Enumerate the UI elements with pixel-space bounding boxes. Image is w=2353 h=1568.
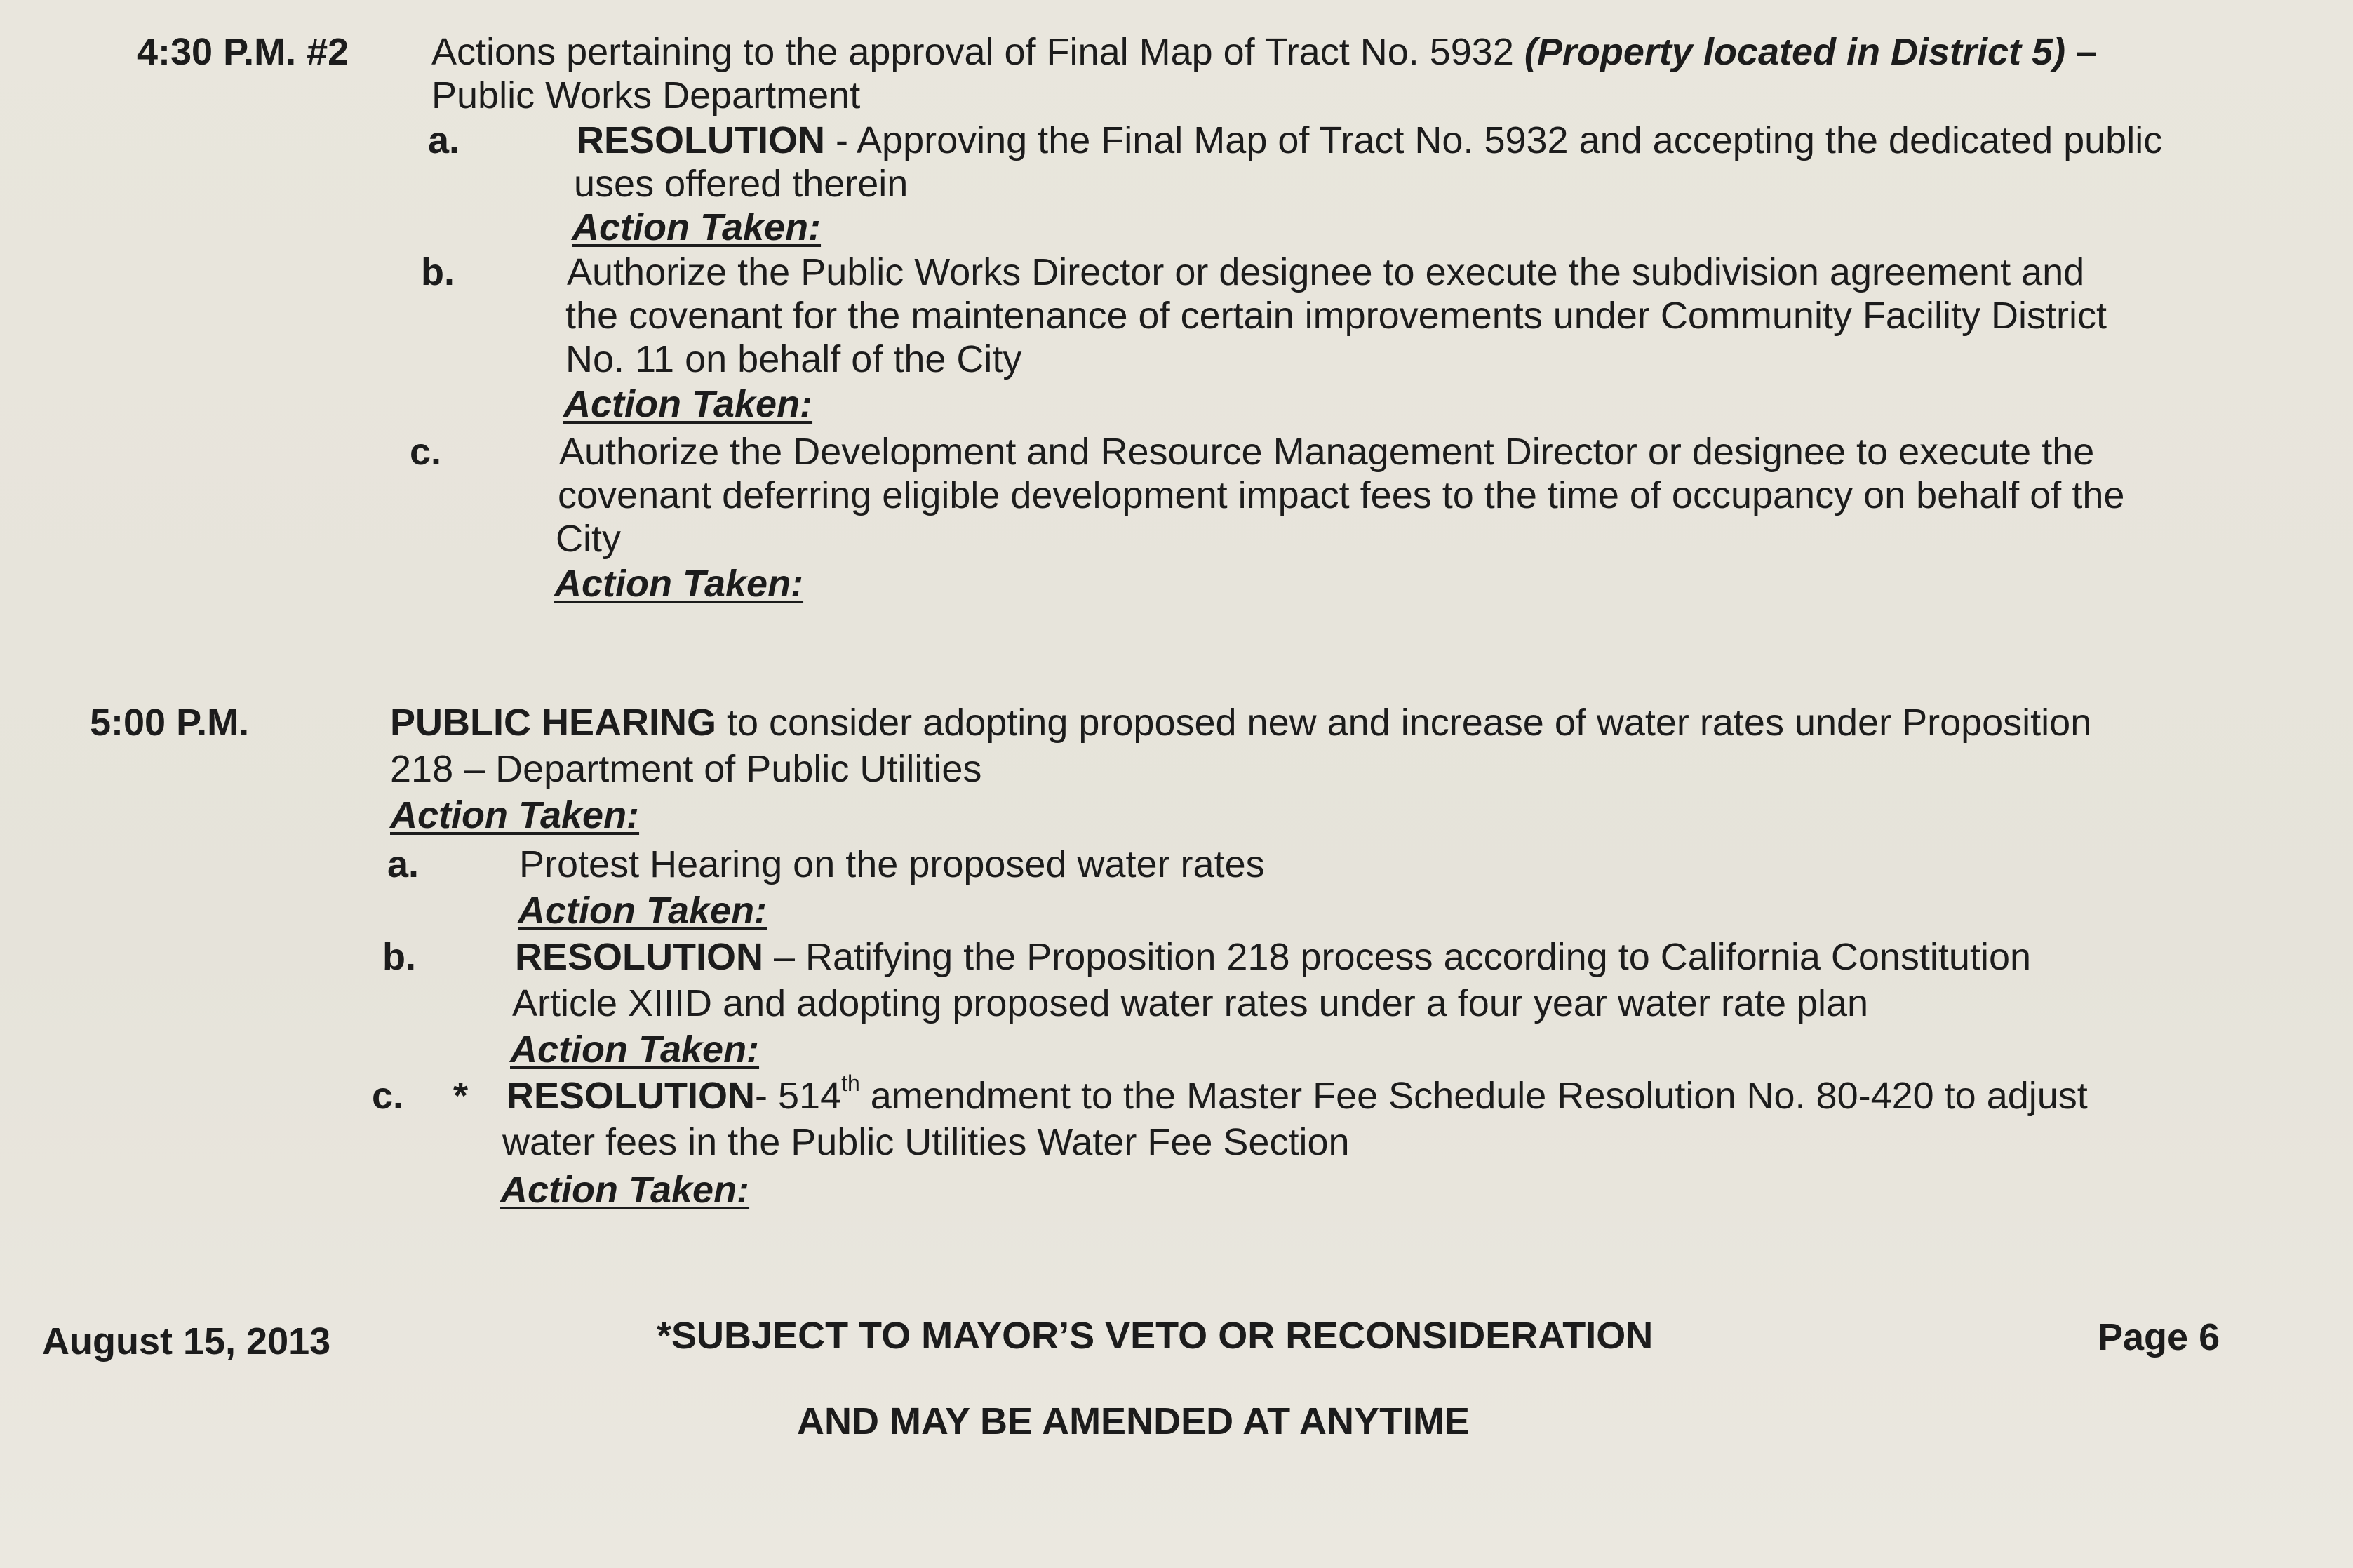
item1-a-line2: uses offered therein — [574, 163, 909, 205]
footer-notice-line2: AND MAY BE AMENDED AT ANYTIME — [797, 1400, 1470, 1442]
item2-title — [390, 700, 2091, 745]
item1-a-keyword: RESOLUTION — [577, 119, 826, 161]
item1-c-line3: City — [556, 518, 621, 560]
item1-time: 4:30 P.M. #2 — [137, 31, 349, 73]
item2-b-keyword: RESOLUTION — [515, 936, 764, 978]
item2-c-number: - 514 — [755, 1075, 842, 1117]
item2-c-line1: amendment to the Master Fee Schedule Resolution No. 80-420 to adjust — [859, 1075, 2088, 1117]
item1-title — [431, 29, 2097, 74]
item1-b-line2: the covenant for the maintenance of certain improvements under Community Facility District — [565, 295, 2107, 337]
item2-line1: to consider adopting proposed new and increase of water rates under Proposition — [716, 702, 2092, 744]
item2-c-keyword: RESOLUTION — [507, 1075, 756, 1117]
item2-a-text: Protest Hearing on the proposed water rates — [519, 843, 1265, 885]
item1-b-line1: Authorize the Public Works Director or designee to execute the subdivision agreement and — [567, 251, 2085, 293]
item2-b-text — [515, 934, 2031, 979]
item1-b-line3: No. 11 on behalf of the City — [565, 338, 1022, 380]
item1-b-action-taken: Action Taken: — [563, 383, 813, 425]
item2-c-asterisk: * — [453, 1075, 469, 1117]
item2-b-line2: Article XIIID and adopting proposed water rates under a four year water rate plan — [512, 982, 1869, 1024]
item2-line2: 218 – Department of Public Utilities — [390, 748, 982, 790]
item2-c-action-taken: Action Taken: — [500, 1169, 750, 1211]
item1-c-line1: Authorize the Development and Resource Management Director or designee to execute the — [559, 431, 2095, 473]
item2-c-letter: c. — [372, 1075, 404, 1117]
item2-keyword: PUBLIC HEARING — [390, 702, 717, 744]
item1-c-letter: c. — [410, 431, 442, 473]
item2-b-line1: – Ratifying the Proposition 218 process according to California Constitution — [763, 936, 2032, 978]
footer-date: August 15, 2013 — [42, 1320, 331, 1362]
item2-c-text — [507, 1073, 2088, 1118]
item1-c-action-taken: Action Taken: — [554, 563, 804, 605]
item1-a-action-taken: Action Taken: — [572, 206, 822, 248]
item1-district: (Property located in District 5) — [1524, 31, 2066, 73]
item1-a-line1: - Approving the Final Map of Tract No. 5932 and accepting the dedicated public — [825, 119, 2163, 161]
item1-title-text: Actions pertaining to the approval of Final Map of Tract No. 5932 — [431, 31, 1524, 73]
item2-time: 5:00 P.M. — [90, 702, 250, 744]
item1-c-line2: covenant deferring eligible development impact fees to the time of occupancy on behalf of the — [558, 474, 2125, 516]
item1-title-dash: – — [2065, 31, 2098, 73]
footer-notice-line1: *SUBJECT TO MAYOR’S VETO OR RECONSIDERATION — [657, 1315, 1654, 1357]
item1-a-letter: a. — [428, 119, 460, 161]
item2-a-action-taken: Action Taken: — [518, 890, 767, 932]
item2-a-letter: a. — [387, 843, 420, 885]
item2-b-action-taken: Action Taken: — [510, 1028, 760, 1071]
item2-c-line2: water fees in the Public Utilities Water Fee Section — [502, 1121, 1350, 1163]
item1-a-text — [577, 118, 2162, 163]
bleed-through-text — [168, 393, 177, 431]
footer-page-number: Page 6 — [2098, 1316, 2220, 1358]
item1-department: Public Works Department — [431, 74, 861, 116]
item2-action-taken: Action Taken: — [390, 794, 640, 836]
item2-c-ordinal: th — [841, 1071, 860, 1096]
item2-b-letter: b. — [382, 936, 416, 978]
item1-b-letter: b. — [421, 251, 455, 293]
